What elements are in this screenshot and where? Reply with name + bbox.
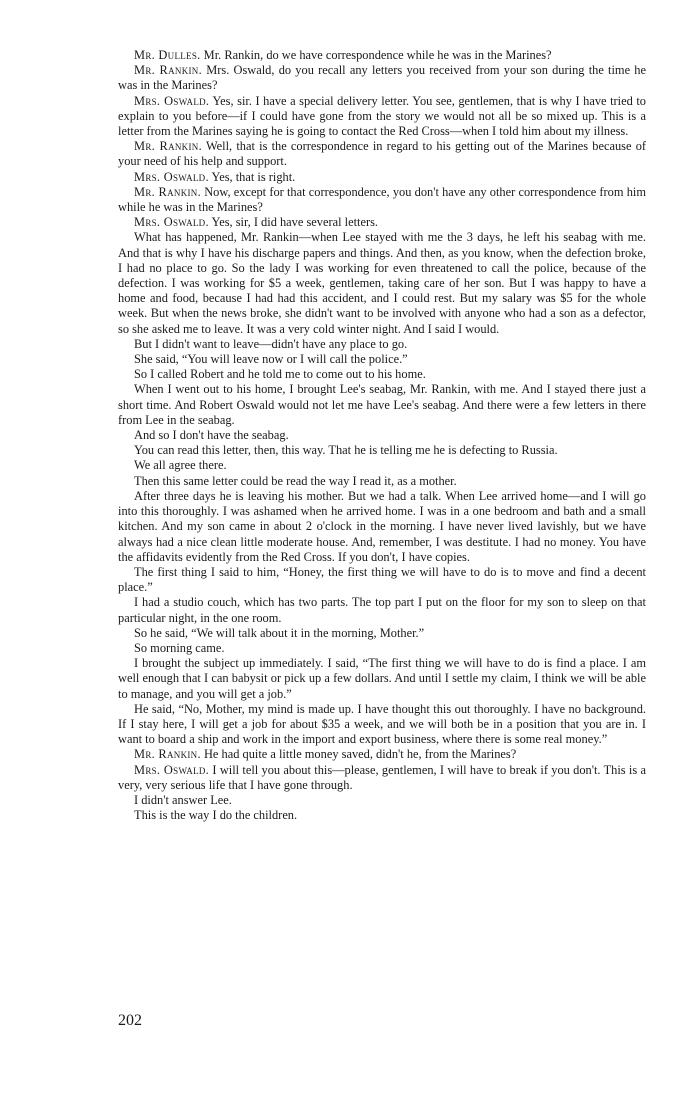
page-number: 202: [118, 1012, 142, 1029]
speaker-label: Mrs. Oswald.: [134, 762, 210, 777]
paragraph-text: But I didn't want to leave—didn't have any place to go.: [134, 336, 408, 351]
paragraph-text: So I called Robert and he told me to come out to his home.: [134, 367, 426, 382]
paragraph-text: So he said, “We will talk about it in the morning, Mother.”: [134, 625, 425, 640]
transcript-body: [118, 48, 646, 823]
paragraph-text: She said, “You will leave now or I will call the police.”: [134, 352, 408, 367]
paragraph-text: After three days he is leaving his mother. But we had a talk. When Lee arrived home—and I will go into this thoroughly. I was ashamed when he arrived home. I was in a one bedroom and bath and a small kitchen. And my son came in about 2 o'clock in the morning. I have never lived lavishly, but we have always had a nice clean little moderate house. And, remember, I was destitute. I had no money. You have the affidavits evidently from the Red Cross. If you don't, I have copies.: [118, 488, 646, 564]
paragraph-text: Yes, that is right.: [211, 169, 296, 184]
paragraph-text: I will tell you about this—please, gentlemen, I will have to break if you don't. This is a very, very serious life that I have gone through.: [118, 762, 646, 792]
speaker-label: Mrs. Oswald.: [134, 215, 209, 230]
transcript-paragraph: [118, 352, 646, 367]
paragraph-text: Mrs. Oswald, do you recall any letters you received from your son during the time he was in the Marines?: [118, 63, 646, 93]
paragraph-text: Then this same letter could be read the way I read it, as a mother.: [134, 473, 457, 488]
transcript-paragraph: [118, 793, 646, 808]
paragraph-text: You can read this letter, then, this way. That he is telling me he is defecting to Russia.: [134, 443, 558, 458]
transcript-paragraph: [118, 489, 646, 565]
transcript-paragraph: [118, 626, 646, 641]
speaker-label: Mr. Rankin.: [134, 747, 201, 762]
paragraph-text: Yes, sir, I did have several letters.: [211, 215, 379, 230]
paragraph-text: He said, “No, Mother, my mind is made up. I have thought this out thoroughly. I have no background. If I stay here, I will get a job for about $35 a week, and we will both be in a position that you are in. I want to board a ship and work in the import and export business, where there is some real money.”: [118, 701, 646, 747]
paragraph-text: So morning came.: [134, 640, 225, 655]
transcript-paragraph: [118, 382, 646, 428]
transcript-paragraph: [118, 595, 646, 625]
paragraph-text: What has happened, Mr. Rankin—when Lee stayed with me the 3 days, he left his seabag with me. And that is why I have his discharge papers and things. And then, as you know, when the defection broke, I had no place to go. So the lady I was working for even threatened to call the police, because of the defection. I was working for $5 a week, gentlemen, taking care of her son. But I was happy to have a home and food, because I had had this accident, and I could rest. But my salary was $5 for the whole week. But when the news broke, she didn't want to be involved with anyone who had a son as a defector, so she asked me to leave. It was a very cold winter night. And I said I would.: [118, 230, 646, 336]
transcript-paragraph: [118, 702, 646, 748]
paragraph-text: Well, that is the correspondence in regard to his getting out of the Marines because of your need of his help and support.: [118, 139, 647, 169]
transcript-paragraph: [118, 230, 646, 336]
transcript-paragraph: [118, 808, 646, 823]
paragraph-text: Mr. Rankin, do we have correspondence while he was in the Marines?: [203, 48, 552, 62]
paragraph-text: When I went out to his home, I brought Lee's seabag, Mr. Rankin, with me. And I stayed there just a short time. And Robert Oswald would not let me have Lee's seabag. And there were a few letters in there from Lee in the seabag.: [118, 382, 646, 427]
paragraph-text: He had quite a little money saved, didn't he, from the Marines?: [203, 747, 517, 762]
paragraph-text: This is the way I do the children.: [134, 808, 298, 823]
paragraph-text: And so I don't have the seabag.: [134, 428, 289, 443]
speaker-label: Mr. Dulles.: [134, 48, 201, 62]
transcript-paragraph: [118, 474, 646, 489]
paragraph-text: I brought the subject up immediately. I said, “The first thing we will have to do is find a place. I am well enough that I can babysit or pick up a few dollars. And until I settle my claim, I think we will be able to manage, and you will get a job.”: [118, 656, 646, 701]
transcript-paragraph: [118, 443, 646, 458]
transcript-paragraph: [118, 337, 646, 352]
speaker-label: Mrs. Oswald.: [134, 169, 209, 184]
paragraph-text: Now, except for that correspondence, you don't have any other correspondence from him while he was in the Marines?: [118, 184, 646, 215]
transcript-paragraph: [118, 48, 646, 63]
transcript-paragraph: [118, 94, 646, 140]
paragraph-text: Yes, sir. I have a special delivery letter. You see, gentlemen, that is why I have tried to explain to you before—if I could have gone from the story we would not all be so mixed up. This is a letter from the Marines saying he is going to contact the Red Cross—when I told him about my illness.: [118, 93, 646, 139]
speaker-label: Mr. Rankin.: [134, 139, 202, 154]
transcript-paragraph: [118, 185, 646, 215]
paragraph-text: The first thing I said to him, “Honey, the first thing we will have to do is to move and find a decent place.”: [118, 564, 646, 595]
transcript-paragraph: [118, 63, 646, 93]
transcript-paragraph: [118, 458, 646, 473]
speaker-label: Mr. Rankin.: [134, 184, 201, 199]
transcript-paragraph: [118, 656, 646, 702]
transcript-paragraph: [118, 367, 646, 382]
transcript-paragraph: [118, 428, 646, 443]
transcript-paragraph: [118, 139, 646, 169]
transcript-paragraph: [118, 747, 646, 762]
transcript-paragraph: [118, 763, 646, 793]
speaker-label: Mr. Rankin.: [134, 63, 202, 78]
speaker-label: Mrs. Oswald.: [134, 93, 210, 108]
paragraph-text: I had a studio couch, which has two parts. The top part I put on the floor for my son to sleep on that particular night, in the one room.: [118, 595, 646, 625]
transcript-paragraph: [118, 641, 646, 656]
paragraph-text: We all agree there.: [134, 458, 227, 473]
transcript-paragraph: [118, 215, 646, 230]
transcript-paragraph: [118, 565, 646, 595]
transcript-paragraph: [118, 170, 646, 185]
paragraph-text: I didn't answer Lee.: [134, 792, 232, 807]
